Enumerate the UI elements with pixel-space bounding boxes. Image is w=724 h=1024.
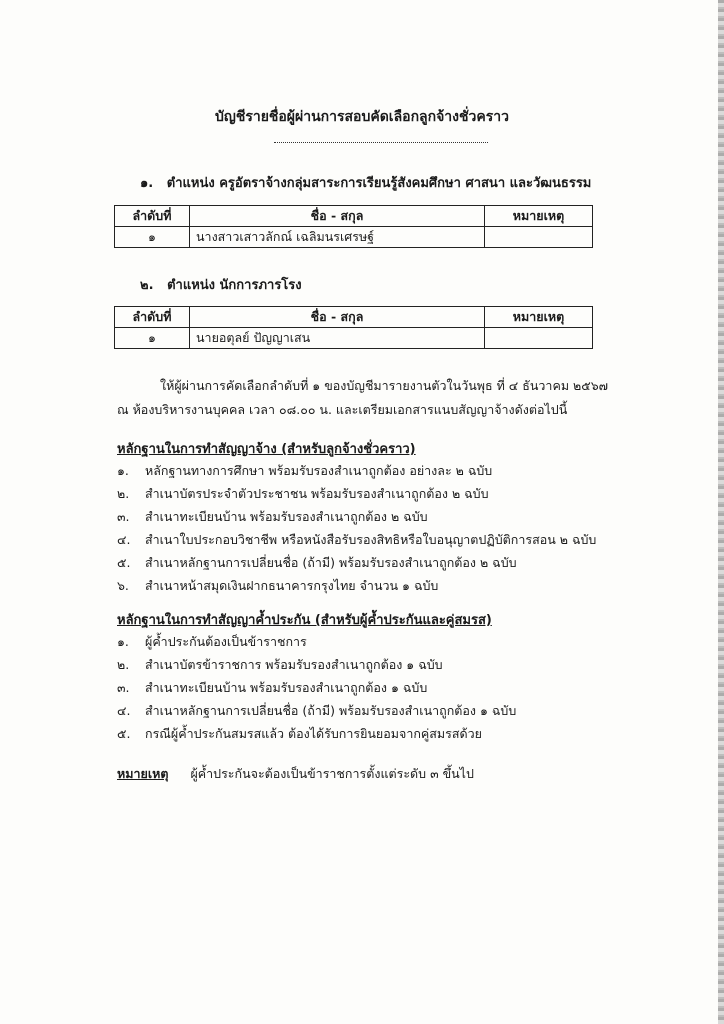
- employee-evidence-list: [117, 459, 596, 597]
- row-order: ๑: [115, 227, 190, 248]
- instruction-line-1: ให้ผู้ผ่านการคัดเลือกลำดับที่ ๑ ของบัญชีมารายงานตัวในวันพุธ ที่ ๔ ธันวาคม ๒๕๖๗: [160, 378, 609, 393]
- list-item: ๑. ผู้ค้ำประกันต้องเป็นข้าราชการ: [117, 634, 307, 649]
- list-item: ๔. สำเนาหลักฐานการเปลี่ยนชื่อ (ถ้ามี) พร้อมรับรองสำเนาถูกต้อง ๑ ฉบับ: [117, 703, 517, 718]
- list-item: ๔. สำเนาใบประกอบวิชาชีพ หรือหนังสือรับรองสิทธิหรือใบอนุญาตปฏิบัติการสอน ๒ ฉบับ: [117, 532, 597, 547]
- row-name: นางสาวเสาวลักณ์ เฉลิมนรเศรษฐ์: [190, 227, 485, 248]
- note-text: ผู้ค้ำประกันจะต้องเป็นข้าราชการตั้งแต่ระดับ ๓ ขึ้นไป: [190, 766, 474, 781]
- header-remark: หมายเหตุ: [485, 206, 593, 227]
- list-item: ๕. สำเนาหลักฐานการเปลี่ยนชื่อ (ถ้ามี) พร้อมรับรองสำเนาถูกต้อง ๒ ฉบับ: [117, 555, 517, 570]
- row-order: ๑: [115, 328, 190, 349]
- row-name: นายอตุลย์ ปัญญาเสน: [190, 328, 485, 349]
- table-row: [115, 227, 593, 248]
- section-1-heading: [140, 172, 591, 193]
- section-1-table: [114, 205, 593, 248]
- section-2-number: ๒.: [140, 278, 154, 293]
- list-item: ๖. สำเนาหน้าสมุดเงินฝากธนาคารกรุงไทย จำนวน ๑ ฉบับ: [117, 578, 439, 593]
- row-remark: [485, 328, 593, 349]
- table-header-row: [115, 307, 593, 328]
- section-1-number: ๑.: [140, 176, 154, 191]
- list-item: ๓. สำเนาทะเบียนบ้าน พร้อมรับรองสำเนาถูกต้อง ๒ ฉบับ: [117, 509, 428, 524]
- header-name: ชื่อ - สกุล: [190, 206, 485, 227]
- document-title: บัญชีรายชื่อผู้ผ่านการสอบคัดเลือกลูกจ้างชั่วคราว: [215, 109, 509, 125]
- header-order: ลำดับที่: [115, 307, 190, 328]
- list-item: ๓. สำเนาทะเบียนบ้าน พร้อมรับรองสำเนาถูกต้อง ๑ ฉบับ: [117, 680, 428, 695]
- table-row: [115, 328, 593, 349]
- header-order: ลำดับที่: [115, 206, 190, 227]
- header-remark: หมายเหตุ: [485, 307, 593, 328]
- title-dotted-underline: [274, 142, 488, 143]
- instruction-line-2: ณ ห้องบริหารงานบุคคล เวลา ๐๘.๐๐ น. และเตรียมเอกสารแนบสัญญาจ้างดังต่อไปนี้: [117, 402, 568, 417]
- list-item: ๑. หลักฐานทางการศึกษา พร้อมรับรองสำเนาถูกต้อง อย่างละ ๒ ฉบับ: [117, 463, 493, 478]
- row-remark: [485, 227, 593, 248]
- note-label: หมายเหตุ: [117, 766, 169, 781]
- scan-edge: [718, 0, 724, 1024]
- table-header-row: [115, 206, 593, 227]
- list-item: ๕. กรณีผู้ค้ำประกันสมรสแล้ว ต้องได้รับการยินยอมจากคู่สมรสด้วย: [117, 726, 482, 741]
- section-2-heading: [140, 274, 302, 295]
- list-item: ๒. สำเนาบัตรข้าราชการ พร้อมรับรองสำเนาถูกต้อง ๑ ฉบับ: [117, 657, 443, 672]
- section-2-title: ตำแหน่ง นักการภารโรง: [167, 278, 302, 293]
- header-name: ชื่อ - สกุล: [190, 307, 485, 328]
- section-2-table: [114, 306, 593, 349]
- employee-evidence-heading: หลักฐานในการทำสัญญาจ้าง (สำหรับลูกจ้างชั่วคราว): [117, 442, 416, 457]
- guarantor-evidence-heading: หลักฐานในการทำสัญญาค้ำประกัน (สำหรับผู้ค้ำประกันและคู่สมรส): [117, 613, 492, 628]
- list-item: ๒. สำเนาบัตรประจำตัวประชาชน พร้อมรับรองสำเนาถูกต้อง ๒ ฉบับ: [117, 486, 489, 501]
- guarantor-evidence-list: [117, 630, 516, 745]
- note: [117, 764, 474, 784]
- section-1-title: ตำแหน่ง ครูอัตราจ้างกลุ่มสาระการเรียนรู้สังคมศึกษา ศาสนา และวัฒนธรรม: [166, 176, 592, 191]
